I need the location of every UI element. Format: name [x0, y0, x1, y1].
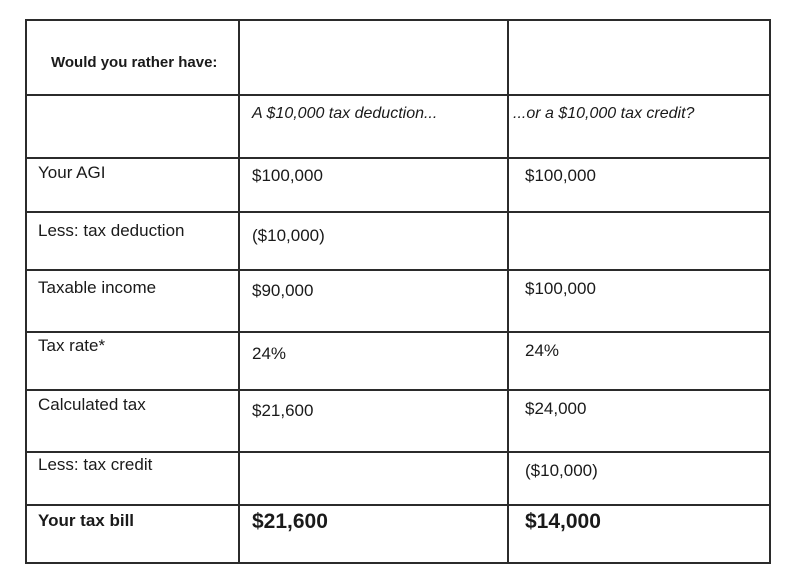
row-label-agi: Your AGI: [38, 163, 106, 182]
row-divider: [27, 157, 769, 159]
agi-b-value: $100,000: [525, 166, 596, 185]
tax-rate-b-value: 24%: [525, 341, 560, 360]
deduction-a-value: ($10,000): [252, 226, 325, 245]
taxable-income-a-value: $90,000: [252, 281, 314, 300]
row-label-deduction: Less: tax deduction: [38, 221, 185, 240]
comparison-table: [25, 19, 771, 564]
calculated-tax-b-value: $24,000: [525, 399, 587, 418]
row-divider: [27, 94, 769, 96]
question-header: Would you rather have:: [51, 54, 218, 71]
row-divider: [27, 504, 769, 506]
tax-bill-a-value: $21,600: [252, 510, 328, 533]
row-divider: [27, 211, 769, 213]
tax-credit-b-value: ($10,000): [525, 461, 598, 480]
row-divider: [27, 269, 769, 271]
row-divider: [27, 451, 769, 453]
row-label-tax-credit: Less: tax credit: [38, 455, 153, 474]
column-divider: [238, 21, 240, 562]
row-divider: [27, 331, 769, 333]
row-label-tax-bill: Your tax bill: [38, 511, 135, 530]
option-b-header: ...or a $10,000 tax credit?: [513, 105, 695, 122]
row-label-calculated-tax: Calculated tax: [38, 395, 146, 414]
row-divider: [27, 389, 769, 391]
row-label-taxable-income: Taxable income: [38, 278, 157, 297]
taxable-income-b-value: $100,000: [525, 279, 596, 298]
agi-a-value: $100,000: [252, 166, 323, 185]
column-divider: [507, 21, 509, 562]
option-a-header: A $10,000 tax deduction...: [252, 105, 438, 122]
tax-rate-a-value: 24%: [252, 344, 287, 363]
tax-bill-b-value: $14,000: [525, 510, 601, 533]
calculated-tax-a-value: $21,600: [252, 401, 314, 420]
row-label-tax-rate: Tax rate*: [38, 336, 106, 355]
